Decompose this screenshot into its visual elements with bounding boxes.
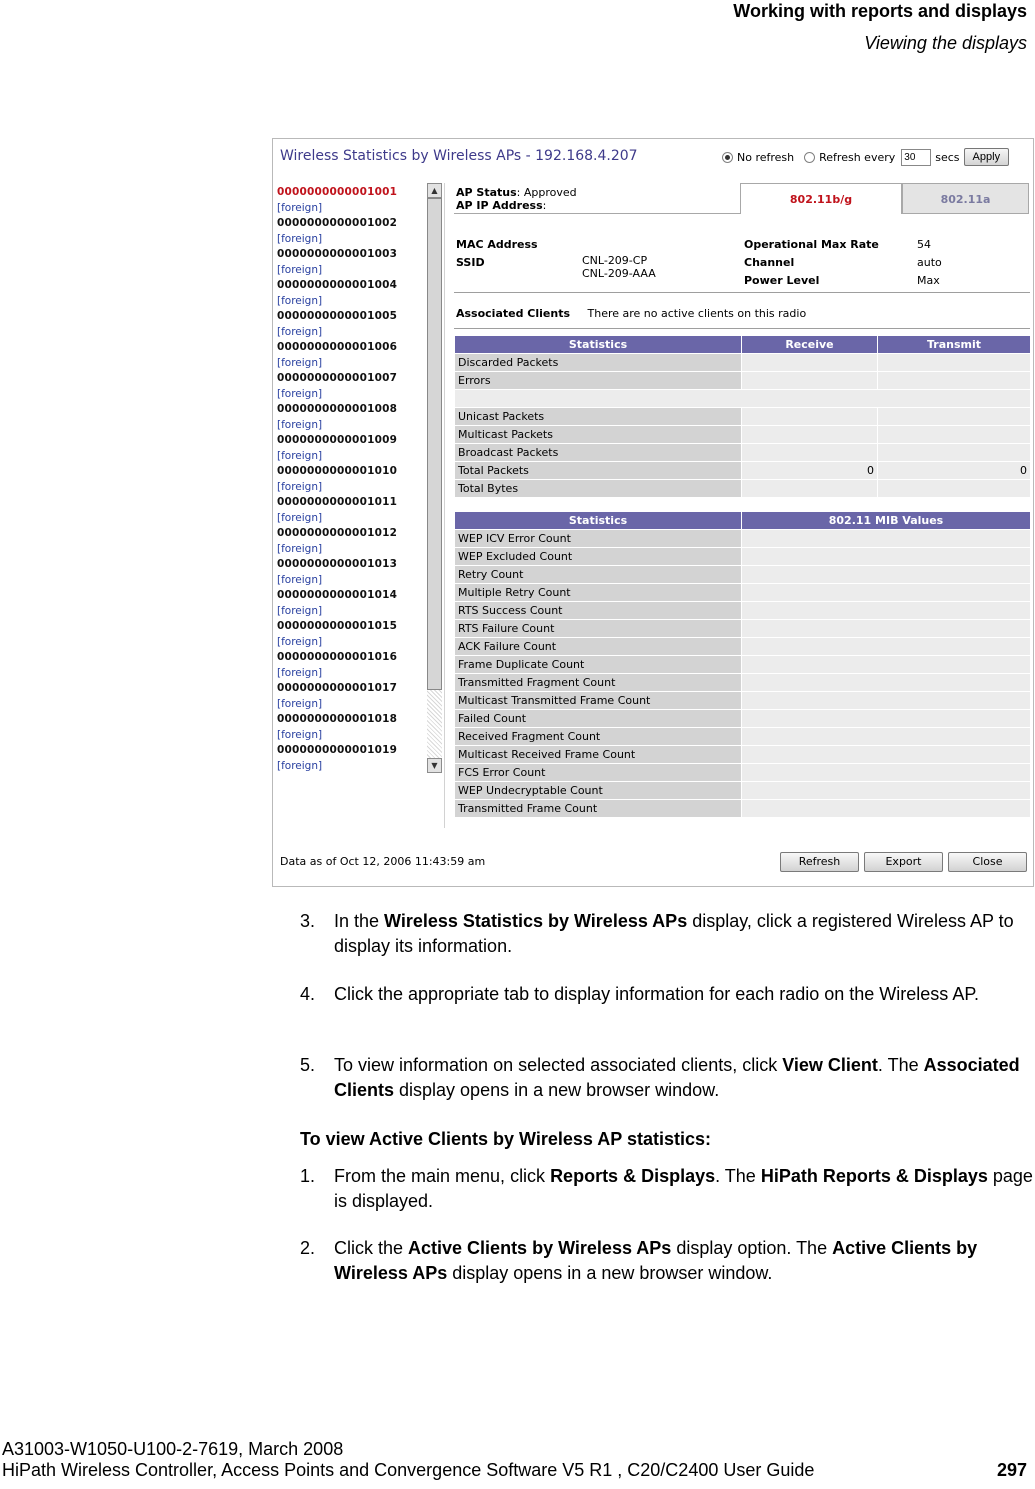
mib-value-cell — [742, 782, 1031, 800]
ui-term: Active Clients by Wireless APs — [334, 1238, 978, 1283]
data-timestamp: Data as of Oct 12, 2006 11:43:59 am — [280, 855, 486, 868]
ap-list-item-tag[interactable]: [foreign] — [277, 480, 323, 493]
export-button[interactable]: Export — [864, 852, 943, 872]
table-row — [455, 462, 1031, 480]
table-row — [455, 674, 1031, 692]
transmit-cell — [878, 354, 1031, 372]
stat-name-cell: RTS Failure Count — [455, 620, 742, 638]
ui-term: Associated Clients — [334, 1055, 1020, 1100]
power-level-value: Max — [917, 274, 940, 287]
ap-list-item-id[interactable]: 0000000000001006 — [277, 341, 398, 353]
mib-value-cell — [742, 674, 1031, 692]
step-number: 5. — [300, 1055, 316, 1075]
text-run: In the — [334, 911, 385, 931]
footer-doc-id: A31003-W1050-U100-2-7619, March 2008 — [2, 1439, 344, 1459]
ui-term: HiPath Reports & Displays — [760, 1166, 988, 1186]
receive-cell — [742, 408, 878, 426]
op-max-rate-value: 54 — [917, 238, 931, 251]
mib-value-cell — [742, 728, 1031, 746]
stat-name-cell: WEP ICV Error Count — [455, 530, 742, 548]
step-text — [334, 909, 1034, 959]
table-row — [455, 800, 1031, 818]
text-run: Click the — [334, 1238, 409, 1258]
table-row — [455, 728, 1031, 746]
radio-info-values — [917, 236, 942, 290]
table-row — [455, 566, 1031, 584]
mib-value-cell — [742, 746, 1031, 764]
spacer-cell — [455, 390, 1031, 408]
close-button[interactable]: Close — [948, 852, 1027, 872]
transmit-cell — [878, 426, 1031, 444]
mib-value-cell — [742, 530, 1031, 548]
associated-clients-value: There are no active clients on this radio — [587, 307, 807, 320]
channel-label: Channel — [744, 256, 795, 269]
col-header-statistics: Statistics — [455, 336, 742, 354]
table-row — [455, 426, 1031, 444]
stat-name-cell: FCS Error Count — [455, 764, 742, 782]
ap-list-item-tag[interactable]: [foreign] — [277, 697, 323, 710]
stat-name-cell: Transmitted Fragment Count — [455, 674, 742, 692]
page-number: 297 — [997, 1460, 1028, 1480]
table-row — [455, 656, 1031, 674]
wireless-statistics-window — [272, 138, 1034, 887]
ap-list-item-id[interactable]: 0000000000001015 — [277, 620, 398, 632]
table-row — [455, 372, 1031, 390]
step-text — [334, 1164, 1034, 1214]
channel-value: auto — [917, 256, 942, 269]
ssid-value-2: CNL-209-AAA — [582, 267, 656, 280]
stat-name-cell: Received Fragment Count — [455, 728, 742, 746]
stat-name-cell: Failed Count — [455, 710, 742, 728]
mib-value-cell — [742, 584, 1031, 602]
stat-name-cell: Discarded Packets — [455, 354, 742, 372]
ap-list-item-tag[interactable]: [foreign] — [277, 294, 323, 307]
text-run: From the main menu, click — [334, 1166, 551, 1186]
stat-name-cell: RTS Success Count — [455, 602, 742, 620]
text-run: . The — [715, 1166, 761, 1186]
step-number: 4. — [300, 984, 316, 1004]
ap-status-block — [456, 186, 577, 212]
mib-statistics-table — [454, 511, 1031, 818]
step-number: 3. — [300, 911, 316, 931]
stat-name-cell: Multiple Retry Count — [455, 584, 742, 602]
stat-name-cell: Transmitted Frame Count — [455, 800, 742, 818]
col-header-transmit: Transmit — [878, 336, 1031, 354]
transmit-cell: 0 — [878, 462, 1031, 480]
text-run: display opens in a new browser window. — [394, 1080, 720, 1100]
text-run: display option. The — [671, 1238, 833, 1258]
ap-list-item-id[interactable]: 0000000000001009 — [277, 434, 398, 446]
stat-name-cell: Retry Count — [455, 566, 742, 584]
receive-cell: 0 — [742, 462, 878, 480]
transmit-cell — [878, 372, 1031, 390]
text-run: display, click a registered Wireless AP to display its information. — [334, 911, 1014, 956]
power-level-label: Power Level — [744, 274, 820, 287]
ap-list-item-id[interactable]: 0000000000001004 — [277, 279, 398, 291]
mib-value-cell — [742, 710, 1031, 728]
tab-baseline — [454, 213, 740, 214]
mib-value-cell — [742, 656, 1031, 674]
ui-term: Reports & Displays — [550, 1166, 716, 1186]
text-run: display opens in a new browser window. — [447, 1263, 773, 1283]
mac-address-label: MAC Address — [456, 238, 538, 251]
col-header-mib-values: 802.11 MIB Values — [742, 512, 1031, 530]
text-run: . The — [877, 1055, 924, 1075]
footer-guide-title: HiPath Wireless Controller, Access Points and Convergence Software V5 R1 , C20/C2400 User Guide — [2, 1460, 815, 1480]
ap-list-item-tag[interactable]: [foreign] — [277, 573, 323, 586]
refresh-every-radio[interactable] — [804, 152, 815, 163]
op-max-rate-label: Operational Max Rate — [744, 238, 879, 251]
table-row — [455, 584, 1031, 602]
ap-list-item-tag[interactable]: [foreign] — [277, 728, 323, 741]
radio-info-left — [456, 236, 538, 272]
packet-statistics-table — [454, 335, 1031, 498]
stat-name-cell: ACK Failure Count — [455, 638, 742, 656]
ap-list-item-id[interactable]: 0000000000001017 — [277, 682, 398, 694]
ui-term: Active Clients by Wireless APs — [408, 1238, 672, 1258]
pane-divider — [444, 183, 445, 828]
table-row — [455, 602, 1031, 620]
transmit-cell — [878, 408, 1031, 426]
ap-list-item-tag[interactable]: [foreign] — [277, 759, 323, 772]
table-row — [455, 710, 1031, 728]
ssid-value-1: CNL-209-CP — [582, 254, 648, 267]
ap-list-item-tag[interactable]: [foreign] — [277, 387, 323, 400]
ap-list-item-id[interactable]: 0000000000001010 — [277, 465, 398, 477]
table-row — [455, 480, 1031, 498]
table-row — [455, 620, 1031, 638]
table-row — [455, 692, 1031, 710]
table-spacer-row — [455, 390, 1031, 408]
separator-line — [454, 292, 1030, 293]
ap-list-item-tag[interactable]: [foreign] — [277, 666, 323, 679]
refresh-controls — [722, 148, 1009, 166]
stat-name-cell: WEP Undecryptable Count — [455, 782, 742, 800]
ap-list-item-tag[interactable]: [foreign] — [277, 201, 323, 214]
separator-line-2 — [454, 328, 1030, 329]
ap-list-item-id[interactable]: 0000000000001007 — [277, 372, 398, 384]
step-number: 1. — [300, 1166, 316, 1186]
mib-value-cell — [742, 602, 1031, 620]
mib-value-cell — [742, 620, 1031, 638]
stat-name-cell: Frame Duplicate Count — [455, 656, 742, 674]
ap-list-item-id[interactable]: 0000000000001016 — [277, 651, 398, 663]
ap-list-item-id[interactable]: 0000000000001011 — [277, 496, 398, 508]
table-row — [455, 782, 1031, 800]
receive-cell — [742, 372, 878, 390]
running-header-title: Working with reports and displays — [733, 1, 1027, 21]
step-number: 2. — [300, 1238, 316, 1258]
ssid-label: SSID — [456, 256, 485, 269]
ap-list-item-id[interactable]: 0000000000001001 — [277, 186, 398, 198]
table-row — [455, 746, 1031, 764]
ap-status-value: : Approved — [516, 186, 577, 199]
table-row — [455, 638, 1031, 656]
scrollbar-thumb[interactable] — [427, 198, 442, 690]
text-run: To view information on selected associated clients, click — [334, 1055, 783, 1075]
ap-list-item-tag[interactable]: [foreign] — [277, 325, 323, 338]
ap-list-item-id[interactable]: 0000000000001012 — [277, 527, 398, 539]
mib-value-cell — [742, 692, 1031, 710]
ap-ip-value: : — [542, 199, 547, 212]
table-row — [455, 354, 1031, 372]
transmit-cell — [878, 444, 1031, 462]
mib-value-cell — [742, 764, 1031, 782]
ssid-values — [582, 254, 656, 280]
receive-cell — [742, 444, 878, 462]
stat-name-cell: Total Bytes — [455, 480, 742, 498]
col-header-receive: Receive — [742, 336, 878, 354]
table-row — [455, 530, 1031, 548]
mib-value-cell — [742, 638, 1031, 656]
mib-value-cell — [742, 800, 1031, 818]
ap-list-item-id[interactable]: 0000000000001002 — [277, 217, 398, 229]
ui-term: View Client — [782, 1055, 878, 1075]
refresh-button[interactable]: Refresh — [780, 852, 859, 872]
stat-name-cell: Multicast Packets — [455, 426, 742, 444]
running-header-subtitle: Viewing the displays — [864, 33, 1027, 53]
stat-name-cell: Multicast Received Frame Count — [455, 746, 742, 764]
ap-list-item-id[interactable]: 0000000000001018 — [277, 713, 398, 725]
stat-name-cell: Total Packets — [455, 462, 742, 480]
ap-list-item-id[interactable]: 0000000000001003 — [277, 248, 398, 260]
step-text — [334, 1236, 1034, 1286]
tab-802-11a[interactable]: 802.11a — [902, 183, 1029, 214]
receive-cell — [742, 354, 878, 372]
refresh-seconds-input[interactable] — [901, 149, 931, 166]
ap-list-scrollbar[interactable] — [427, 183, 442, 773]
ap-list-item-id[interactable]: 0000000000001008 — [277, 403, 398, 415]
apply-button[interactable]: Apply — [964, 148, 1010, 166]
window-title: Wireless Statistics by Wireless APs - 192.168.4.207 — [280, 148, 638, 164]
ap-list-item-tag[interactable]: [foreign] — [277, 511, 323, 524]
ap-list-item-tag[interactable]: [foreign] — [277, 635, 323, 648]
step-text: Click the appropriate tab to display information for each radio on the Wireless AP. — [334, 984, 980, 1004]
scroll-down-icon[interactable]: ▼ — [427, 758, 442, 773]
ap-list-item-tag[interactable]: [foreign] — [277, 418, 323, 431]
ap-ip-label: AP IP Address — [456, 199, 543, 212]
ap-list-item-tag[interactable]: [foreign] — [277, 449, 323, 462]
stat-name-cell: Broadcast Packets — [455, 444, 742, 462]
stat-name-cell: Multicast Transmitted Frame Count — [455, 692, 742, 710]
table-row — [455, 764, 1031, 782]
ap-status-label: AP Status — [456, 186, 517, 199]
ap-list-item-id[interactable]: 0000000000001013 — [277, 558, 398, 570]
col-header-statistics: Statistics — [455, 512, 742, 530]
associated-clients-label: Associated Clients — [456, 307, 571, 320]
radio-info-right — [744, 236, 879, 290]
table-row — [455, 444, 1031, 462]
transmit-cell — [878, 480, 1031, 498]
ui-term: Wireless Statistics by Wireless APs — [384, 911, 688, 931]
mib-value-cell — [742, 566, 1031, 584]
step-text — [334, 1053, 1034, 1103]
ap-list-item-tag[interactable]: [foreign] — [277, 542, 323, 555]
ap-list-item-id[interactable]: 0000000000001014 — [277, 589, 398, 601]
stat-name-cell: Unicast Packets — [455, 408, 742, 426]
tab-802-11bg[interactable]: 802.11b/g — [740, 183, 902, 214]
mib-value-cell — [742, 548, 1031, 566]
secs-label: secs — [935, 150, 960, 164]
ap-list — [277, 185, 427, 774]
associated-clients-row — [456, 305, 806, 323]
stat-name-cell: Errors — [455, 372, 742, 390]
procedure-subheading: To view Active Clients by Wireless AP statistics: — [300, 1129, 711, 1149]
receive-cell — [742, 426, 878, 444]
ap-list-item-tag[interactable]: [foreign] — [277, 604, 323, 617]
ap-list-item-id[interactable]: 0000000000001019 — [277, 744, 398, 756]
refresh-every-label: Refresh every — [819, 150, 896, 164]
ap-list-item-tag[interactable]: [foreign] — [277, 356, 323, 369]
no-refresh-label: No refresh — [737, 150, 795, 164]
scroll-up-icon[interactable]: ▲ — [427, 183, 442, 198]
no-refresh-radio[interactable] — [722, 152, 733, 163]
table-row — [455, 548, 1031, 566]
table-row — [455, 408, 1031, 426]
ap-list-item-tag[interactable]: [foreign] — [277, 263, 323, 276]
text-run: page is displayed. — [334, 1166, 1033, 1211]
stat-name-cell: WEP Excluded Count — [455, 548, 742, 566]
ap-list-item-tag[interactable]: [foreign] — [277, 232, 323, 245]
ap-list-item-id[interactable]: 0000000000001005 — [277, 310, 398, 322]
receive-cell — [742, 480, 878, 498]
